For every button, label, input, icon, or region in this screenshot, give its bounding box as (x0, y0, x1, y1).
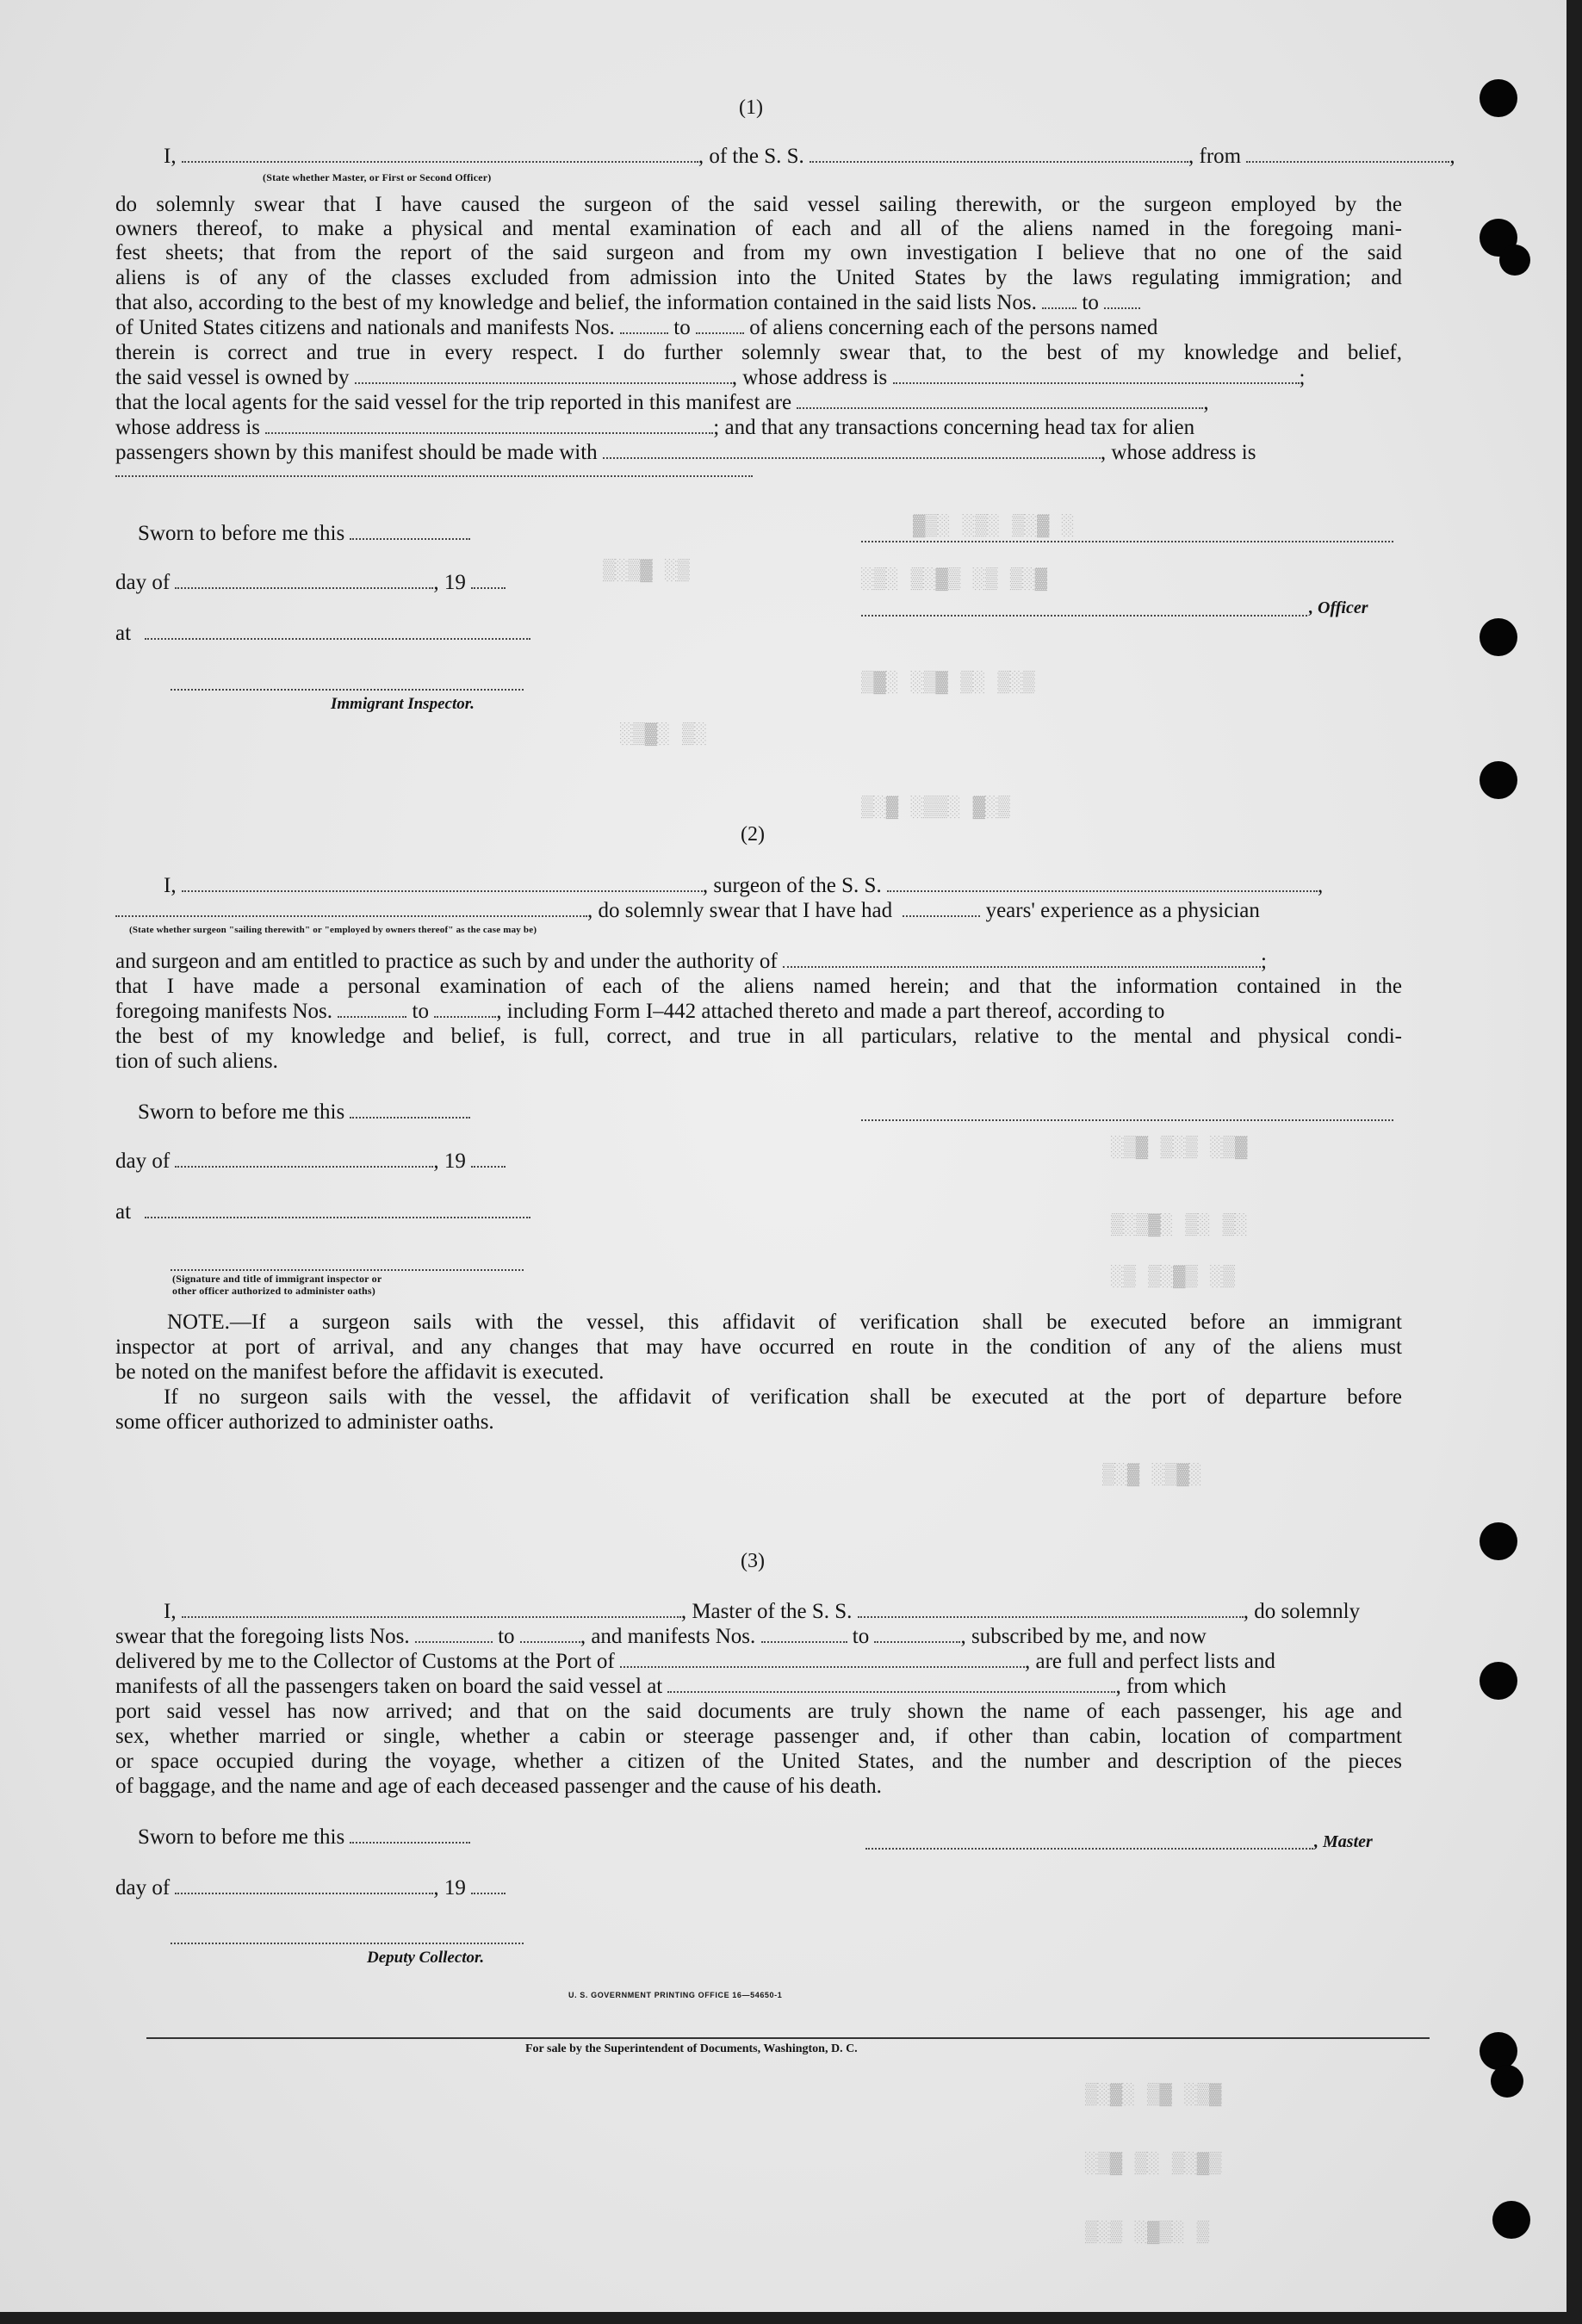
bleed-through-text: ▒░▓ ░▒▓░ (1102, 1464, 1202, 1487)
section-1-line-7: of United States citizens and nationals and manifests Nos. to of aliens concerning each of the persons named (115, 316, 1158, 339)
binder-hole (1491, 2065, 1523, 2098)
section-2-line-5: foregoing manifests Nos. to , including Form I–442 attached thereto and made a part thereof, according to (115, 1000, 1165, 1023)
sig-caption-2: other officer authorized to administer oaths) (172, 1285, 375, 1297)
section-2-line-3: and surgeon and am entitled to practice as such by and under the authority of ; (115, 950, 1267, 973)
sale-notice: For sale by the Superintendent of Documents, Washington, D. C. (525, 2042, 858, 2055)
continuation-line (115, 475, 753, 477)
section-1-line-8: therein is correct and true in every respect. I do further solemnly swear that, to the best of my knowledge and belief, (115, 341, 1402, 364)
section-1-body-line: do solemnly swear that I have caused the surgeon of the said vessel sailing therewith, or the surgeon employed by the (115, 193, 1402, 216)
section-2-line-2: , do solemnly swear that I have had years' experience as a physician (115, 899, 1402, 923)
years-experience-field[interactable] (903, 900, 980, 917)
officer-signature-line[interactable] (861, 541, 1393, 542)
surgeon-manifest-from-field[interactable] (338, 1001, 406, 1018)
section-3-body-line: port said vessel has now arrived; and that on the said documents are truly shown the name of each passenger, his age and (115, 1700, 1402, 1723)
binder-hole (1480, 761, 1517, 799)
note-line: If no surgeon sails with the vessel, the affidavit of verification shall be executed at the port of departure before (164, 1385, 1402, 1409)
vessel-name-field[interactable] (810, 146, 1188, 163)
section-1-at: at (115, 622, 632, 646)
surgeon-status-field[interactable] (115, 900, 587, 917)
bleed-through-text: ▒▓░ ░▒▓ ▒░ ▒░▒ (861, 672, 1035, 695)
section-3-body-line: or space occupied during the voyage, whether a citizen of the United States, and the number and description of the pieces (115, 1750, 1402, 1773)
collector-signature-line[interactable] (171, 1943, 524, 1944)
bleed-through-text: ▒░▒▓ ░▒ (603, 560, 690, 583)
section-3-line-4: manifests of all the passengers taken on board the said vessel at , from which (115, 1675, 1226, 1698)
section-3-line-2: swear that the foregoing lists Nos. to , and manifests Nos. to , subscribed by me, and now (115, 1625, 1207, 1648)
section-1-body-line: owners thereof, to make a physical and mental examination of each and all of the aliens named in the foregoing mani- (115, 217, 1402, 240)
bleed-through-text: ░▒▓░ ▒░ (620, 723, 707, 747)
manifest-from-field[interactable] (620, 317, 668, 334)
section-2-line-6: the best of my knowledge and belief, is full, correct, and true in all particulars, relative to the mental and physical condi- (115, 1025, 1402, 1048)
page-edge-bottom (0, 2312, 1582, 2324)
binder-hole (1480, 618, 1517, 656)
place-field[interactable] (145, 623, 530, 640)
surgeon-name-field[interactable] (182, 875, 703, 892)
section-1-sworn: Sworn to before me this (138, 522, 655, 546)
master-label: , Master (1314, 1832, 1373, 1851)
note-line: NOTE.—If a surgeon sails with the vessel, this affidavit of verification shall be executed before an immigrant (167, 1311, 1402, 1334)
bleed-through-text: ▒░▒▓░ ▒░ ▒░ (1111, 1214, 1248, 1237)
bleed-through-text: ▒░▓░ ▒▓ ░▒▓ (1085, 2084, 1222, 2107)
section-3-sworn: Sworn to before me this (138, 1825, 655, 1850)
section-2-line-7: tion of such aliens. (115, 1050, 278, 1073)
sig-caption-1: (Signature and title of immigrant inspector or (172, 1273, 382, 1285)
bleed-through-text: ░▒░ ▒░▓▒ ░▒ ▒░▓ (861, 568, 1048, 592)
binder-hole (1480, 2032, 1517, 2070)
section-3-day-of: day of , 19 (115, 1876, 632, 1900)
day-of-field[interactable] (175, 1150, 433, 1168)
binder-hole (1492, 2201, 1530, 2239)
surgeon-manifest-to-field[interactable] (434, 1001, 496, 1018)
section-3-line-8: of baggage, and the name and age of each deceased passenger and the cause of his death. (115, 1775, 882, 1798)
year-field[interactable] (471, 1150, 506, 1168)
note-line: inspector at port of arrival, and any changes that may have occurred en route in the condition of any of the aliens must (115, 1336, 1402, 1359)
section-1-day-of: day of , 19 (115, 571, 632, 595)
manifest-to-field[interactable] (696, 317, 744, 334)
agents-address-field[interactable] (265, 417, 713, 434)
section-1-line-9: the said vessel is owned by , whose address is ; (115, 366, 1306, 389)
section-1-line-6: that also, according to the best of my knowledge and belief, the information contained in the said lists Nos. to (115, 291, 1402, 315)
list-from-field[interactable] (1042, 292, 1076, 309)
master-manifest-from-field[interactable] (761, 1626, 847, 1643)
officer-rank-field[interactable] (182, 146, 698, 163)
vessel-owner-field[interactable] (355, 367, 732, 384)
section-3-line-3: delivered by me to the Collector of Customs at the Port of , are full and perfect lists and (115, 1650, 1275, 1673)
section-1-line-12: passengers shown by this manifest should be made with , whose address is (115, 441, 1256, 464)
master-signature-line[interactable] (865, 1848, 1313, 1850)
page-edge-right (1566, 0, 1582, 2324)
section-2-day-of: day of , 19 (115, 1150, 632, 1174)
surgeon-signature-line[interactable] (861, 1119, 1393, 1121)
section-1-line-10: that the local agents for the said vessel for the trip reported in this manifest are , (115, 391, 1209, 414)
bleed-through-text: ░▒ ▒░▓▒ ░▒ (1111, 1266, 1236, 1289)
list-to-field[interactable] (1104, 292, 1140, 309)
sworn-date-field[interactable] (350, 1101, 470, 1119)
inspector-label: Immigrant Inspector. (331, 695, 475, 713)
master-name-field[interactable] (182, 1601, 681, 1618)
note-line: be noted on the manifest before the affidavit is executed. (115, 1360, 605, 1384)
gpo-imprint: U. S. GOVERNMENT PRINTING OFFICE 16—54650-1 (568, 1991, 783, 1999)
section-2-at: at (115, 1200, 632, 1224)
binder-hole (1480, 1662, 1517, 1700)
bleed-through-text: ▒░▓ ░▒▒░ ▓░▒ (861, 796, 1010, 820)
boarding-port-field[interactable] (667, 1676, 1115, 1693)
place-field[interactable] (145, 1201, 530, 1218)
local-agents-field[interactable] (797, 392, 1203, 409)
section-1-body-line: fest sheets; that from the report of the said surgeon and from my own investigation I believe that no one of the said (115, 241, 1402, 264)
section-2-line-4: that I have made a personal examination of each of the aliens named herein; and that the information contained in the (115, 975, 1402, 998)
master-manifest-to-field[interactable] (874, 1626, 960, 1643)
section-1-line-1: I, , of the S. S. , from , (164, 145, 1455, 168)
note-line: some officer authorized to administer oaths. (115, 1410, 494, 1434)
officer-label: , Officer (1309, 598, 1368, 617)
section-3-body-line: sex, whether married or single, whether a cabin or steerage passenger and, if other than cabin, location of compartment (115, 1725, 1402, 1748)
head-tax-contact-field[interactable] (603, 442, 1101, 459)
surgeon-vessel-field[interactable] (887, 875, 1318, 892)
section-2-caption: (State whether surgeon "sailing therewith" or "employed by owners thereof" as the case may be) (129, 925, 537, 935)
section-1-number: (1) (739, 96, 763, 119)
section-2-number: (2) (741, 823, 765, 846)
practice-authority-field[interactable] (783, 951, 1261, 968)
officer-title-line[interactable] (861, 615, 1307, 617)
bleed-through-text: ░▒▓ ▒░ ▒░▓▒ (1085, 2153, 1222, 2176)
departure-port-field[interactable] (1246, 146, 1449, 163)
binder-hole (1499, 245, 1530, 276)
sworn-date-field[interactable] (350, 1826, 470, 1844)
section-1-caption: (State whether Master, or First or Second Officer) (263, 171, 492, 183)
sworn-date-field[interactable] (350, 523, 470, 540)
section-3-number: (3) (741, 1550, 765, 1572)
bleed-through-text: ▒░▒ ░▓▒░ ▒ (1085, 2222, 1210, 2245)
section-1-body-line: aliens is of any of the classes excluded from admission into the United States by the laws regulating immigration; and (115, 266, 1402, 289)
binder-hole (1480, 79, 1517, 117)
section-2-line-1: I, , surgeon of the S. S. , (164, 874, 1324, 897)
owner-address-field[interactable] (893, 367, 1300, 384)
section-1-line-11: whose address is ; and that any transactions concerning head tax for alien (115, 416, 1195, 439)
master-vessel-field[interactable] (858, 1601, 1244, 1618)
section-2-sworn: Sworn to before me this (138, 1100, 655, 1125)
collector-label: Deputy Collector. (367, 1949, 485, 1967)
customs-port-field[interactable] (620, 1651, 1025, 1668)
footer-rule (146, 2037, 1430, 2039)
binder-hole (1480, 1522, 1517, 1560)
day-of-field[interactable] (175, 572, 433, 589)
inspector-signature-line[interactable] (171, 689, 524, 691)
bleed-through-text: ▓▒░ ░▒░ ▒░▓ ░ (913, 515, 1075, 538)
day-of-field[interactable] (175, 1877, 433, 1894)
authorized-officer-signature-line[interactable] (171, 1269, 524, 1271)
master-list-from-field[interactable] (415, 1626, 493, 1643)
master-list-to-field[interactable] (520, 1626, 580, 1643)
year-field[interactable] (471, 572, 506, 589)
year-field[interactable] (471, 1877, 506, 1894)
section-3-line-1: I, , Master of the S. S. , do solemnly (164, 1600, 1361, 1623)
bleed-through-text: ░▒▓ ▒░▒ ░▒▓ (1111, 1137, 1248, 1160)
